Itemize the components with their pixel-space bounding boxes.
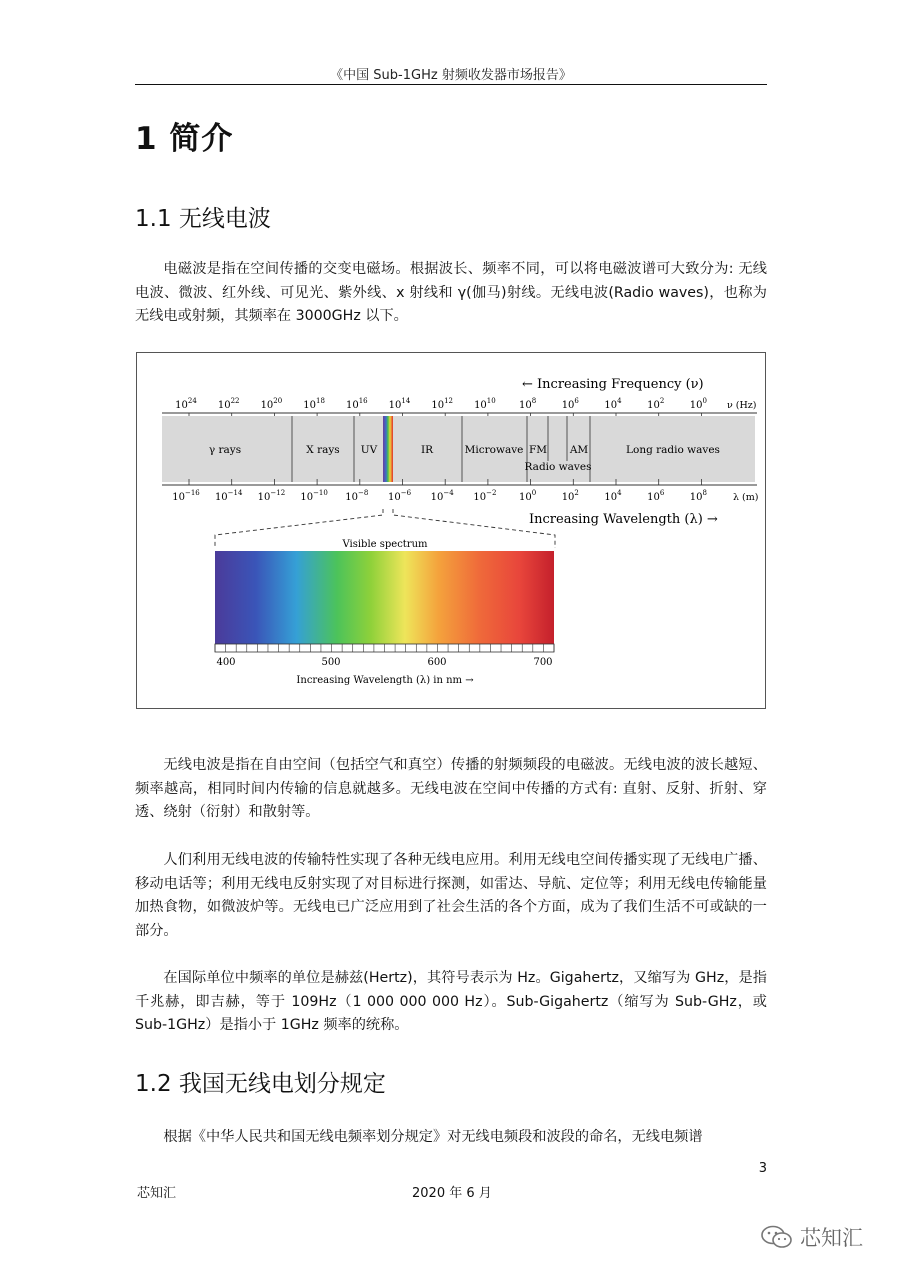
frequency-unit: ν (Hz): [727, 400, 757, 411]
wavelength-tick-label: $10^0$: [518, 489, 537, 503]
wavelength-tick-label: $10^{-2}$: [473, 489, 497, 503]
radio-waves-label: Radio waves: [524, 461, 592, 473]
frequency-tick-labels: [175, 397, 707, 411]
band-label-fm: FM: [528, 444, 548, 456]
visible-spectrum-gradient: [215, 551, 554, 644]
wavelength-tick-label: $10^4$: [604, 489, 622, 503]
frequency-tick-label: $10^2$: [647, 397, 665, 411]
paragraph: 电磁波是指在空间传播的交变电磁场。根据波长、频率不同，可以将电磁波谱可大致分为: 无线电波、微波、红外线、可见光、紫外线、x 射线和 γ(伽马)射线。无线电波(Radio waves)，也称为无线电或射频，其频率在 3000GHz 以下。: [135, 261, 767, 324]
frequency-axis-title: ← Increasing Frequency (ν): [522, 377, 704, 392]
running-header: 《中国 Sub-1GHz 射频收发器市场报告》: [330, 68, 572, 83]
frequency-tick-label: $10^8$: [518, 397, 537, 411]
frequency-tick-label: $10^4$: [604, 397, 622, 411]
wavelength-tick-label: $10^8$: [689, 489, 708, 503]
paragraph: 人们利用无线电波的传输特性实现了各种无线电应用。利用无线电空间传播实现了无线电广播、移动电话等；利用无线电反射实现了对目标进行探测，如雷达、导航、定位等；利用无线电传输能量加热食物，如微波炉等。无线电已广泛应用到了社会生活的各个方面，成为了我们生活不可或缺的一部分。: [135, 852, 767, 939]
visible-axis-title: Increasing Wavelength (λ) in nm →: [296, 675, 474, 686]
wechat-icon: [760, 1224, 794, 1250]
header-rule: [135, 84, 767, 85]
band-label-gamma: γ rays: [208, 444, 242, 456]
wavelength-tick-label: $10^2$: [561, 489, 579, 503]
frequency-tick-label: $10^{22}$: [217, 397, 240, 411]
footer-date: 2020 年 6 月: [412, 1186, 492, 1201]
wavelength-tick-label: $10^{-12}$: [257, 489, 286, 503]
wavelength-tick-label: $10^{-10}$: [300, 489, 328, 503]
em-spectrum-figure: [136, 352, 766, 709]
paragraph: 无线电波是指在自由空间（包括空气和真空）传播的射频频段的电磁波。无线电波的波长越短、频率越高，相同时间内传输的信息就越多。无线电波在空间中传播的方式有: 直射、反射、折射、穿透、绕射（衍射）和散射等。: [135, 757, 767, 820]
wavelength-tick-label: $10^{-14}$: [214, 489, 243, 503]
wavelength-tick-label: $10^{-4}$: [430, 489, 454, 503]
watermark-text: 芯知汇: [800, 1226, 863, 1250]
band-label-xray: X rays: [306, 444, 340, 456]
footer-publisher: 芯知汇: [137, 1186, 177, 1201]
wavelength-unit: λ (m): [733, 492, 759, 503]
band-label-long-radio: Long radio waves: [626, 444, 720, 456]
visible-tick-500: 500: [321, 657, 341, 668]
frequency-tick-label: $10^{18}$: [303, 397, 325, 411]
section-title-1-2: 1.2 我国无线电划分规定: [135, 1071, 386, 1097]
paragraph: 根据《中华人民共和国无线电频率划分规定》对无线电频段和波段的命名，无线电频谱: [163, 1129, 703, 1145]
band-label-microwave: Microwave: [464, 444, 524, 456]
watermark: [760, 1222, 863, 1252]
wavelength-axis-title: Increasing Wavelength (λ) →: [529, 512, 718, 527]
em-spectrum-diagram: [137, 353, 765, 708]
wavelength-tick-label: $10^{-8}$: [345, 489, 369, 503]
visible-light-stripe: [383, 416, 393, 482]
band-label-uv: UV: [360, 444, 378, 456]
frequency-tick-label: $10^{10}$: [474, 397, 496, 411]
paragraph: 在国际单位中频率的单位是赫兹(Hertz)，其符号表示为 Hz。Gigahertz，又缩写为 GHz，是指千兆赫，即吉赫，等于 109Hz（1 000 000 000 Hz）。Sub-Gigahertz（缩写为 Sub-GHz，或 Sub-1GHz）是指小于 1GHz 频率的统称。: [135, 970, 767, 1033]
frequency-tick-label: $10^{14}$: [388, 397, 411, 411]
page-number: 3: [758, 1161, 767, 1176]
band-label-am: AM: [569, 444, 589, 456]
wavelength-tick-label: $10^{-6}$: [387, 489, 412, 503]
frequency-tick-label: $10^{24}$: [175, 397, 197, 411]
frequency-tick-label: $10^6$: [561, 397, 579, 411]
visible-spectrum-title: Visible spectrum: [342, 539, 428, 550]
frequency-tick-label: $10^0$: [689, 397, 708, 411]
visible-tick-400: 400: [216, 657, 236, 668]
wavelength-tick-label: $10^6$: [647, 489, 665, 503]
frequency-tick-label: $10^{16}$: [345, 397, 368, 411]
chapter-title: 1 简介: [135, 121, 234, 157]
frequency-tick-label: $10^{12}$: [431, 397, 454, 411]
visible-tick-700: 700: [533, 657, 553, 668]
section-title-1-1: 1.1 无线电波: [135, 206, 271, 232]
band-label-ir: IR: [420, 444, 434, 456]
wavelength-tick-label: $10^{-16}$: [172, 489, 200, 503]
wavelength-tick-labels: [172, 489, 707, 503]
frequency-tick-label: $10^{20}$: [260, 397, 283, 411]
visible-tick-600: 600: [427, 657, 447, 668]
